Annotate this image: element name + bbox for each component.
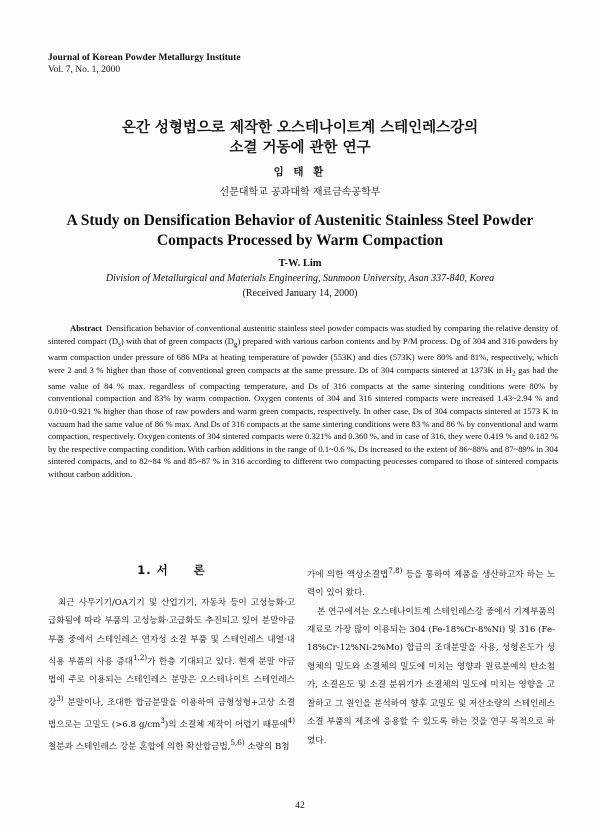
intro-paragraph-2: 본 연구에서는 오스테나이트계 스테인레스강 중에서 기계부품의 재료로 가장 많이 이용되는 304 (Fe-18%Cr-8%Ni) 및 316 (Fe-18%Cr-12%Ni-2%Mo) 합금의 조대분말을 사용, 성형온도가 성형체의 밀도와 소결체의 밀도에 미치는 영향과 원료분예의 탄소첨가, 소결온도 및 소결 분위기가 소결체의 밀도에 미치는 영향을 고찰하고 그 원인을 분석하여 향후 고밀도 및 저산소량의 스테인레스 소결 부품의 제조에 응용할 수 있도록 하는 것을 연구 목적으로 하였다. [307, 606, 555, 746]
intro-text-b: 가 한층 기대되고 있다. 현재 분말 야금법에 주로 이용되는 스테인레스 분말은 오스테나이트 스테인레스강 [48, 657, 295, 708]
intro-text-c: 분말이나, 조대한 합금분말을 이용하여 금형성형+고상 소결법으로는 고밀도 (>6.8 g/cm [48, 697, 295, 731]
abstract-text-3: ) prepared with various carbon contents and by P/M process. Dg of 304 and 316 powders by warm compaction under pressure of 686 MPa at heating temperature of powder (553K) and dies (573K) were 80% and 81%, respectively, which were 2 and 3 % higher than those of conventional green compacts at the same pressure. Ds of 304 compacts sintered at 1373K in H [48, 335, 558, 375]
korean-affiliation: 선문대학교 공과대학 재료금속공학부 [219, 187, 381, 198]
page-number: 42 [295, 801, 305, 811]
english-author: T-W. Lim [278, 258, 322, 269]
english-title-line2: Compacts Processed by Warm Compaction [156, 232, 444, 249]
right-column [307, 562, 555, 750]
citation-3: 3) [56, 693, 64, 703]
journal-volume: Vol. 7, No. 1, 2000 [48, 65, 121, 75]
english-affiliation: Division of Metallurgical and Materials Engineering, Sunmoon University, Asan 337-840, Korea [105, 273, 495, 284]
intro-text-e: 철분과 스테인레스 강분 혼합에 의한 확산합금법, [48, 742, 231, 753]
intro-text-d: )의 소결체 제작이 어렵기 때문에 [164, 720, 288, 731]
intro-text-a: 최근 사무기기/OA기기 및 산업기기, 자동차 등이 고성능화·고급화됨에 따라 부품의 고성능화·고급화도 추진되고 있어 분말야금 부품 중에서 스테인레스 연자성 소결 부품 및 스테인레스 내열·내식용 부품의 사용 증대 [48, 598, 295, 668]
korean-title-line2: 소결 거동에 관한 연구 [229, 140, 371, 156]
abstract-label: Abstract [70, 323, 102, 333]
citation-5-6: 5,6) [230, 738, 245, 748]
journal-name: Journal of Korean Powder Metallurgy Institute [48, 53, 241, 63]
abstract-text-4: gas had the same value of 84 % max. regardless of compacting temperature, and Ds of 316 compacts at the same sintering conditions were 80% by conventional compaction and 83% by warm compaction. Oxygen contents of 304 and 316 sintered compacts were increased 1.43~2.94 % and 0.010~0.921 % higher than those of raw powders and warm green compacts, respectively. In other case, Ds of 304 compacts sintered at 1573 K in vacuum had the same value of 86 % max. And Ds of 316 compacts at the same sintering conditions were 83 % and 86 % by conventional and warm compaction, respectively. Oxygen contents of 304 sintered compacts were 0.321% and 0.360 %, and in case of 316, they were 0.419 % and 0.182 % by the respective compacting condition. With carbon additions in the range of 0.1~0.6 %, Ds increased to the extent of 86~88% and 87~89% in 304 sintered compacts, and to 82~84 % and 85~87 % in 316 according to different two compacting peocesses compared to those of sintered compacts without carbon addition. [48, 364, 558, 479]
korean-title [40, 118, 560, 158]
citation-1-2: 1,2) [133, 653, 148, 663]
citation-4: 4) [287, 716, 295, 726]
intro-text-f: 소량의 B첨 [244, 742, 290, 753]
abstract-sub-g: g [233, 340, 238, 349]
citation-7-8: 7,8) [388, 566, 403, 575]
section-heading-introduction: 1. 서 론 [137, 563, 206, 577]
abstract-text-2: ) with that of green compacts (D [120, 335, 234, 346]
intro-paragraph-1 [48, 594, 295, 757]
left-column [48, 562, 295, 757]
abstract-sub-2: 2 [512, 369, 516, 378]
korean-title-line1: 온간 성형법으로 제작한 오스테나이트계 스테인레스강의 [121, 120, 479, 136]
intro-paragraph-1-cont [307, 562, 555, 603]
english-title-line1: A Study on Densification Behavior of Austenitic Stainless Steel Powder [66, 212, 534, 229]
abstract-sub-s: s [118, 340, 121, 349]
received-date: (Received January 14, 2000) [242, 288, 358, 299]
english-title [40, 211, 560, 251]
intro-text-h: 등을 통하여 제품을 생산하고자 하는 노력이 있어 왔다. [307, 569, 555, 599]
korean-author: 임 태 환 [273, 166, 327, 178]
superscript-3: 3 [160, 716, 165, 726]
abstract [48, 322, 558, 481]
intro-text-g: 가에 의한 액상소결법 [307, 569, 389, 580]
abstract-text-1: Densification behavior of conventional austenitic stainless steel powder compacts was studied by comparing the relative density of sintered compact (D [48, 323, 558, 346]
journal-header [48, 52, 241, 76]
